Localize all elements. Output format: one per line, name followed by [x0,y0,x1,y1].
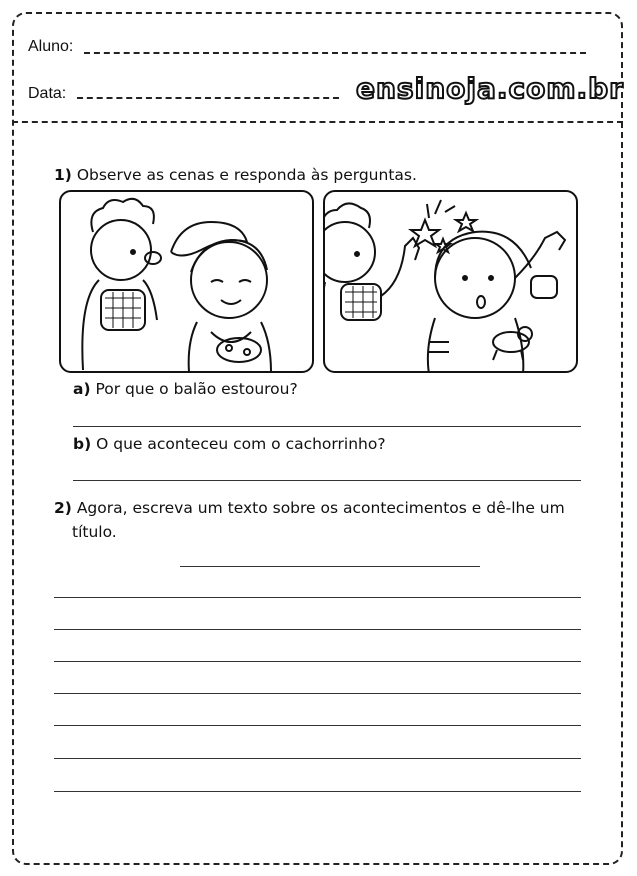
writing-line-4[interactable] [54,693,581,694]
question-2-text-line2: título. [72,523,117,541]
question-1a [73,377,298,401]
writing-line-3[interactable] [54,661,581,662]
writing-line-5[interactable] [54,725,581,726]
question-1a-label: a) [73,380,91,398]
data-label: Data: [28,85,67,102]
scene-1-image [59,190,314,373]
writing-line-6[interactable] [54,758,581,759]
aluno-field[interactable] [84,52,586,54]
question-1 [54,163,417,187]
question-1a-text: Por que o balão estourou? [95,380,298,398]
question-1-number: 1) [54,166,72,184]
aluno-label: Aluno: [28,38,74,55]
data-field[interactable] [77,97,339,99]
writing-line-2[interactable] [54,629,581,630]
brand-logo: ensinoja.com.br [356,72,624,105]
question-2 [54,496,565,520]
header-divider [12,121,623,123]
boy-and-girl-with-balloon-illustration [61,192,314,373]
question-1b-text: O que aconteceu com o cachorrinho? [96,435,386,453]
question-2-number: 2) [54,499,72,517]
writing-line-7[interactable] [54,791,581,792]
question-1b-label: b) [73,435,92,453]
answer-line-1a[interactable] [73,426,581,427]
question-1-text: Observe as cenas e responda às perguntas. [76,166,417,184]
writing-line-1[interactable] [54,597,581,598]
balloon-popped-illustration [325,192,578,373]
scene-2-image [323,190,578,373]
title-line[interactable] [180,566,480,567]
question-2-line2 [72,520,117,544]
answer-line-1b[interactable] [73,480,581,481]
question-2-text-line1: Agora, escreva um texto sobre os acontecimentos e dê-lhe um [76,499,565,517]
question-1b [73,432,386,456]
